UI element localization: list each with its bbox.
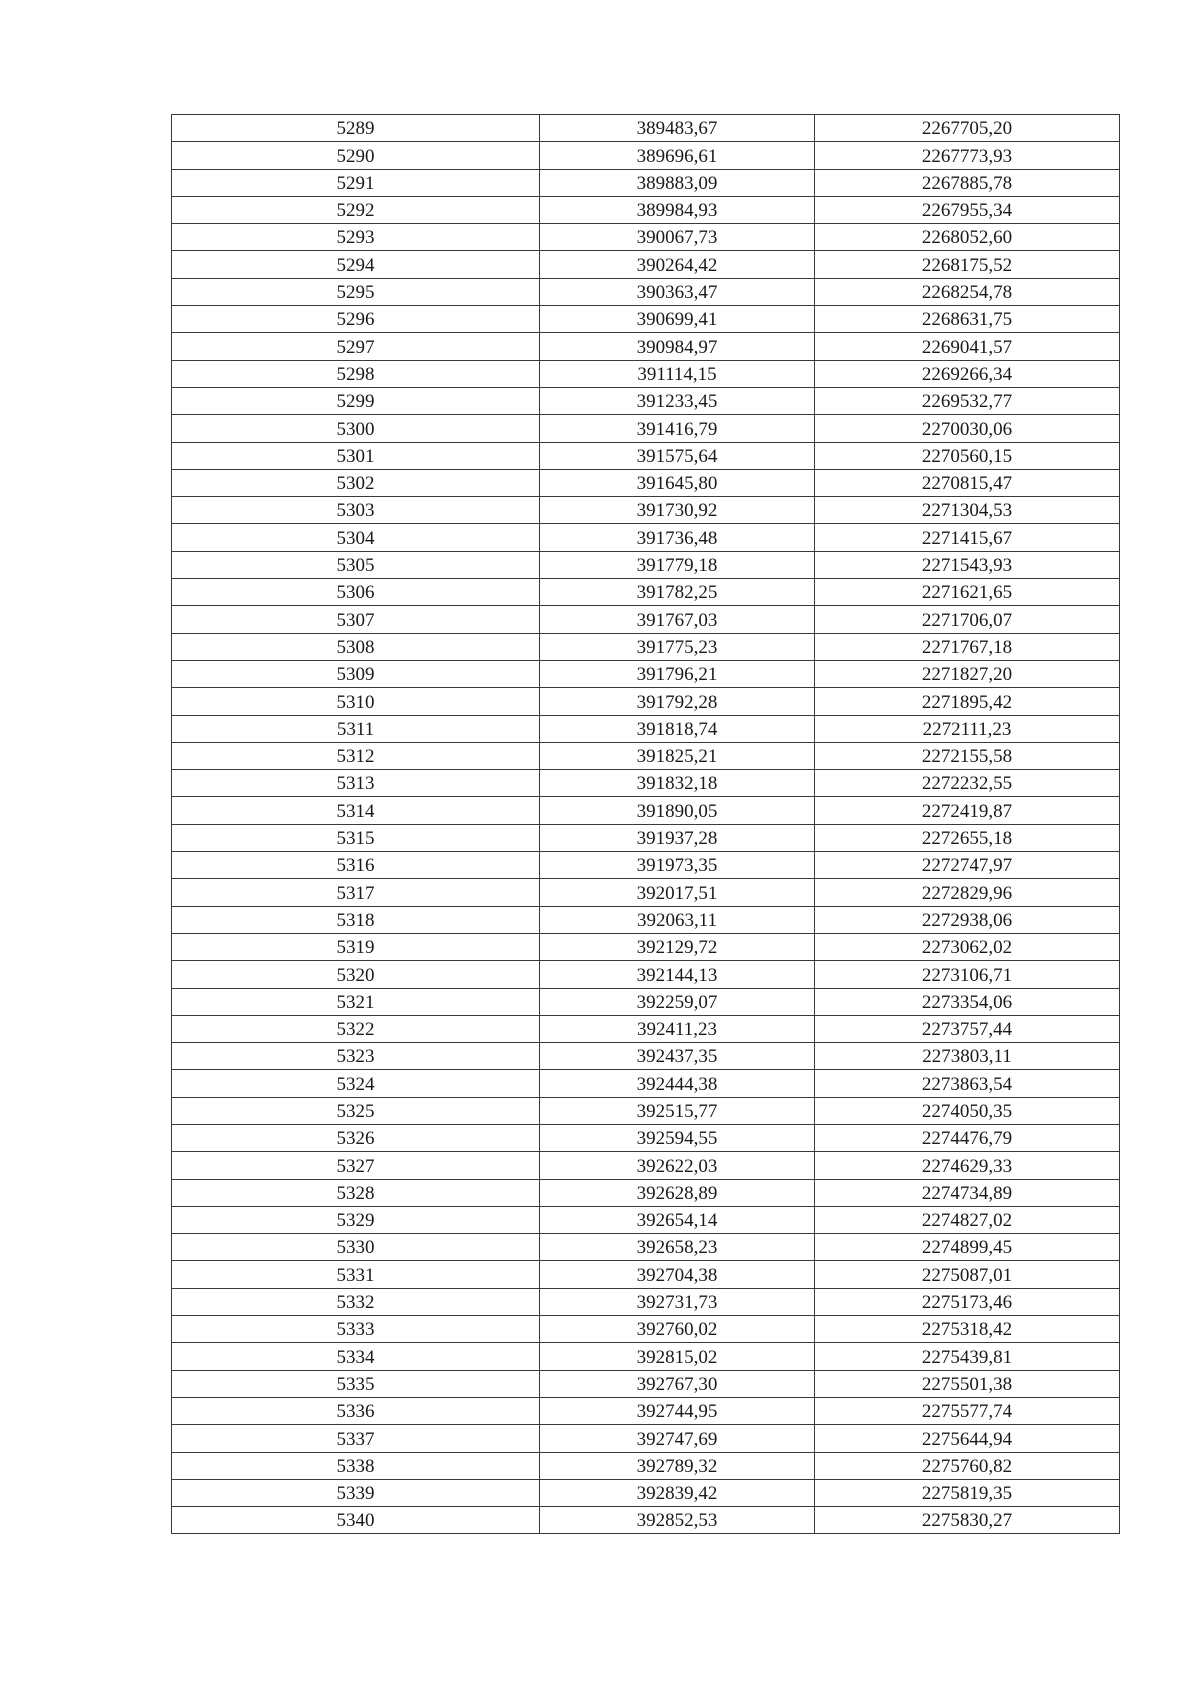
table-row [172, 906, 1120, 933]
table-row [172, 1234, 1120, 1261]
table-row [172, 1015, 1120, 1042]
x-coordinate-cell: 390264,42 [540, 251, 815, 278]
y-coordinate-cell: 2275644,94 [815, 1425, 1120, 1452]
point-number-cell: 5331 [172, 1261, 540, 1288]
x-coordinate-cell: 392852,53 [540, 1507, 815, 1534]
x-coordinate-cell: 390067,73 [540, 224, 815, 251]
point-number-cell: 5322 [172, 1015, 540, 1042]
y-coordinate-cell: 2272111,23 [815, 715, 1120, 742]
point-number-cell: 5292 [172, 196, 540, 223]
x-coordinate-cell: 391114,15 [540, 360, 815, 387]
y-coordinate-cell: 2275577,74 [815, 1397, 1120, 1424]
x-coordinate-cell: 392747,69 [540, 1425, 815, 1452]
y-coordinate-cell: 2272155,58 [815, 742, 1120, 769]
x-coordinate-cell: 392017,51 [540, 879, 815, 906]
table-row [172, 333, 1120, 360]
y-coordinate-cell: 2275819,35 [815, 1479, 1120, 1506]
x-coordinate-cell: 392063,11 [540, 906, 815, 933]
table-row [172, 1206, 1120, 1233]
table-row [172, 224, 1120, 251]
x-coordinate-cell: 392437,35 [540, 1043, 815, 1070]
point-number-cell: 5291 [172, 169, 540, 196]
y-coordinate-cell: 2267773,93 [815, 142, 1120, 169]
y-coordinate-cell: 2274899,45 [815, 1234, 1120, 1261]
y-coordinate-cell: 2273863,54 [815, 1070, 1120, 1097]
document-page [171, 114, 1119, 1534]
point-number-cell: 5298 [172, 360, 540, 387]
point-number-cell: 5332 [172, 1288, 540, 1315]
y-coordinate-cell: 2270815,47 [815, 469, 1120, 496]
table-row [172, 1070, 1120, 1097]
y-coordinate-cell: 2275173,46 [815, 1288, 1120, 1315]
x-coordinate-cell: 391796,21 [540, 660, 815, 687]
point-number-cell: 5328 [172, 1179, 540, 1206]
x-coordinate-cell: 392411,23 [540, 1015, 815, 1042]
y-coordinate-cell: 2273354,06 [815, 988, 1120, 1015]
table-row [172, 551, 1120, 578]
x-coordinate-cell: 390699,41 [540, 306, 815, 333]
point-number-cell: 5289 [172, 115, 540, 142]
x-coordinate-cell: 392744,95 [540, 1397, 815, 1424]
table-row [172, 1152, 1120, 1179]
point-number-cell: 5293 [172, 224, 540, 251]
table-row [172, 1097, 1120, 1124]
x-coordinate-cell: 391736,48 [540, 524, 815, 551]
y-coordinate-cell: 2271706,07 [815, 606, 1120, 633]
table-row [172, 115, 1120, 142]
y-coordinate-cell: 2268254,78 [815, 278, 1120, 305]
point-number-cell: 5294 [172, 251, 540, 278]
point-number-cell: 5339 [172, 1479, 540, 1506]
x-coordinate-cell: 392839,42 [540, 1479, 815, 1506]
table-row [172, 1316, 1120, 1343]
table-row [172, 797, 1120, 824]
x-coordinate-cell: 391782,25 [540, 579, 815, 606]
y-coordinate-cell: 2267705,20 [815, 115, 1120, 142]
table-row [172, 360, 1120, 387]
x-coordinate-cell: 392658,23 [540, 1234, 815, 1261]
x-coordinate-cell: 389883,09 [540, 169, 815, 196]
table-row [172, 1179, 1120, 1206]
point-number-cell: 5316 [172, 852, 540, 879]
point-number-cell: 5321 [172, 988, 540, 1015]
y-coordinate-cell: 2270030,06 [815, 415, 1120, 442]
y-coordinate-cell: 2268175,52 [815, 251, 1120, 278]
x-coordinate-cell: 392767,30 [540, 1370, 815, 1397]
point-number-cell: 5320 [172, 961, 540, 988]
y-coordinate-cell: 2272655,18 [815, 824, 1120, 851]
point-number-cell: 5335 [172, 1370, 540, 1397]
table-row [172, 169, 1120, 196]
table-row [172, 879, 1120, 906]
x-coordinate-cell: 392789,32 [540, 1452, 815, 1479]
y-coordinate-cell: 2271543,93 [815, 551, 1120, 578]
point-number-cell: 5313 [172, 770, 540, 797]
point-number-cell: 5304 [172, 524, 540, 551]
y-coordinate-cell: 2274827,02 [815, 1206, 1120, 1233]
x-coordinate-cell: 391730,92 [540, 497, 815, 524]
x-coordinate-cell: 391792,28 [540, 688, 815, 715]
point-number-cell: 5312 [172, 742, 540, 769]
point-number-cell: 5326 [172, 1124, 540, 1151]
point-number-cell: 5315 [172, 824, 540, 851]
table-row [172, 1343, 1120, 1370]
table-row [172, 1043, 1120, 1070]
y-coordinate-cell: 2270560,15 [815, 442, 1120, 469]
y-coordinate-cell: 2275760,82 [815, 1452, 1120, 1479]
point-number-cell: 5337 [172, 1425, 540, 1452]
x-coordinate-cell: 392444,38 [540, 1070, 815, 1097]
y-coordinate-cell: 2271767,18 [815, 633, 1120, 660]
table-row [172, 988, 1120, 1015]
x-coordinate-cell: 391767,03 [540, 606, 815, 633]
table-row [172, 852, 1120, 879]
point-number-cell: 5300 [172, 415, 540, 442]
y-coordinate-cell: 2274629,33 [815, 1152, 1120, 1179]
point-number-cell: 5317 [172, 879, 540, 906]
y-coordinate-cell: 2275439,81 [815, 1343, 1120, 1370]
y-coordinate-cell: 2275501,38 [815, 1370, 1120, 1397]
point-number-cell: 5333 [172, 1316, 540, 1343]
x-coordinate-cell: 392515,77 [540, 1097, 815, 1124]
x-coordinate-cell: 392815,02 [540, 1343, 815, 1370]
x-coordinate-cell: 392129,72 [540, 933, 815, 960]
x-coordinate-cell: 391779,18 [540, 551, 815, 578]
y-coordinate-cell: 2275830,27 [815, 1507, 1120, 1534]
point-number-cell: 5307 [172, 606, 540, 633]
x-coordinate-cell: 392654,14 [540, 1206, 815, 1233]
point-number-cell: 5302 [172, 469, 540, 496]
x-coordinate-cell: 392144,13 [540, 961, 815, 988]
table-row [172, 415, 1120, 442]
table-row [172, 660, 1120, 687]
point-number-cell: 5329 [172, 1206, 540, 1233]
x-coordinate-cell: 391818,74 [540, 715, 815, 742]
y-coordinate-cell: 2273062,02 [815, 933, 1120, 960]
x-coordinate-cell: 391416,79 [540, 415, 815, 442]
point-number-cell: 5303 [172, 497, 540, 524]
x-coordinate-cell: 391645,80 [540, 469, 815, 496]
table-row [172, 633, 1120, 660]
y-coordinate-cell: 2268052,60 [815, 224, 1120, 251]
y-coordinate-cell: 2271621,65 [815, 579, 1120, 606]
point-number-cell: 5296 [172, 306, 540, 333]
table-row [172, 1288, 1120, 1315]
point-number-cell: 5290 [172, 142, 540, 169]
x-coordinate-cell: 392731,73 [540, 1288, 815, 1315]
x-coordinate-cell: 392259,07 [540, 988, 815, 1015]
x-coordinate-cell: 392760,02 [540, 1316, 815, 1343]
point-number-cell: 5319 [172, 933, 540, 960]
y-coordinate-cell: 2274734,89 [815, 1179, 1120, 1206]
y-coordinate-cell: 2273106,71 [815, 961, 1120, 988]
y-coordinate-cell: 2272829,96 [815, 879, 1120, 906]
y-coordinate-cell: 2271304,53 [815, 497, 1120, 524]
table-row [172, 387, 1120, 414]
point-number-cell: 5297 [172, 333, 540, 360]
x-coordinate-cell: 391575,64 [540, 442, 815, 469]
table-row [172, 1425, 1120, 1452]
x-coordinate-cell: 391890,05 [540, 797, 815, 824]
x-coordinate-cell: 390984,97 [540, 333, 815, 360]
y-coordinate-cell: 2271415,67 [815, 524, 1120, 551]
table-row [172, 251, 1120, 278]
x-coordinate-cell: 391825,21 [540, 742, 815, 769]
point-number-cell: 5340 [172, 1507, 540, 1534]
point-number-cell: 5301 [172, 442, 540, 469]
y-coordinate-cell: 2271827,20 [815, 660, 1120, 687]
point-number-cell: 5334 [172, 1343, 540, 1370]
x-coordinate-cell: 389483,67 [540, 115, 815, 142]
table-row [172, 1124, 1120, 1151]
point-number-cell: 5310 [172, 688, 540, 715]
x-coordinate-cell: 391937,28 [540, 824, 815, 851]
point-number-cell: 5327 [172, 1152, 540, 1179]
y-coordinate-cell: 2275318,42 [815, 1316, 1120, 1343]
x-coordinate-cell: 391233,45 [540, 387, 815, 414]
table-row [172, 579, 1120, 606]
x-coordinate-cell: 392594,55 [540, 1124, 815, 1151]
table-row [172, 933, 1120, 960]
table-row [172, 442, 1120, 469]
y-coordinate-cell: 2274050,35 [815, 1097, 1120, 1124]
y-coordinate-cell: 2275087,01 [815, 1261, 1120, 1288]
table-row [172, 1261, 1120, 1288]
point-number-cell: 5330 [172, 1234, 540, 1261]
table-row [172, 524, 1120, 551]
table-row [172, 1397, 1120, 1424]
table-row [172, 1479, 1120, 1506]
y-coordinate-cell: 2269266,34 [815, 360, 1120, 387]
table-row [172, 497, 1120, 524]
x-coordinate-cell: 391973,35 [540, 852, 815, 879]
table-row [172, 742, 1120, 769]
point-number-cell: 5308 [172, 633, 540, 660]
coordinates-table-body [172, 115, 1120, 1534]
x-coordinate-cell: 392704,38 [540, 1261, 815, 1288]
table-row [172, 824, 1120, 851]
y-coordinate-cell: 2267885,78 [815, 169, 1120, 196]
y-coordinate-cell: 2272747,97 [815, 852, 1120, 879]
point-number-cell: 5324 [172, 1070, 540, 1097]
table-row [172, 469, 1120, 496]
point-number-cell: 5311 [172, 715, 540, 742]
point-number-cell: 5306 [172, 579, 540, 606]
table-row [172, 715, 1120, 742]
x-coordinate-cell: 392622,03 [540, 1152, 815, 1179]
point-number-cell: 5336 [172, 1397, 540, 1424]
y-coordinate-cell: 2274476,79 [815, 1124, 1120, 1151]
y-coordinate-cell: 2267955,34 [815, 196, 1120, 223]
y-coordinate-cell: 2268631,75 [815, 306, 1120, 333]
x-coordinate-cell: 391832,18 [540, 770, 815, 797]
point-number-cell: 5314 [172, 797, 540, 824]
y-coordinate-cell: 2271895,42 [815, 688, 1120, 715]
point-number-cell: 5323 [172, 1043, 540, 1070]
y-coordinate-cell: 2273803,11 [815, 1043, 1120, 1070]
y-coordinate-cell: 2272938,06 [815, 906, 1120, 933]
point-number-cell: 5309 [172, 660, 540, 687]
y-coordinate-cell: 2269532,77 [815, 387, 1120, 414]
table-row [172, 196, 1120, 223]
table-row [172, 278, 1120, 305]
coordinates-table [171, 114, 1120, 1534]
y-coordinate-cell: 2272232,55 [815, 770, 1120, 797]
table-row [172, 306, 1120, 333]
point-number-cell: 5305 [172, 551, 540, 578]
y-coordinate-cell: 2273757,44 [815, 1015, 1120, 1042]
point-number-cell: 5295 [172, 278, 540, 305]
point-number-cell: 5299 [172, 387, 540, 414]
x-coordinate-cell: 390363,47 [540, 278, 815, 305]
x-coordinate-cell: 392628,89 [540, 1179, 815, 1206]
table-row [172, 770, 1120, 797]
table-row [172, 688, 1120, 715]
point-number-cell: 5325 [172, 1097, 540, 1124]
table-row [172, 1507, 1120, 1534]
y-coordinate-cell: 2272419,87 [815, 797, 1120, 824]
table-row [172, 142, 1120, 169]
x-coordinate-cell: 391775,23 [540, 633, 815, 660]
y-coordinate-cell: 2269041,57 [815, 333, 1120, 360]
point-number-cell: 5318 [172, 906, 540, 933]
x-coordinate-cell: 389696,61 [540, 142, 815, 169]
table-row [172, 606, 1120, 633]
x-coordinate-cell: 389984,93 [540, 196, 815, 223]
point-number-cell: 5338 [172, 1452, 540, 1479]
table-row [172, 1370, 1120, 1397]
table-row [172, 961, 1120, 988]
table-row [172, 1452, 1120, 1479]
